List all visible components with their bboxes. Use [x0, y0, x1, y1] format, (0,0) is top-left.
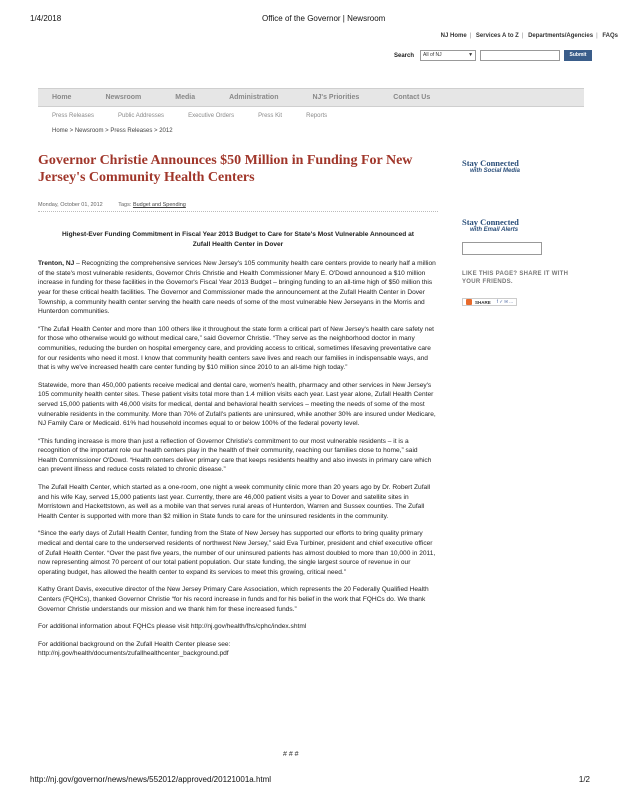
paragraph: “This funding increase is more than just a reflection of Governor Christie's commitment to our most vulnerable residents – it is a recognition of the important role our health centers play in the health of their community, reaching our families close to home,” said Health Commissioner O'Dowd. “Health centers deliver primary care that keeps residents healthy and also invests in primary care which can prevent illness and reduce costs related to chronic disease.” — [38, 437, 432, 474]
paragraph: The Zufall Health Center, which started as a one-room, one night a week community clinic more than 20 years ago by Dr. Robert Zufall and his wife Kay, served 15,000 patients last year. Currently, there are 46,000 patient visits a year to Dover and satellite sites in Morristown and Hackettstown, as well as a mobile van that serves rural areas of Hunterdon, Warren and Sussex counties. The Zufall Health Center is supported with more than $2 million in State funds to care for the uninsured residents in the community. — [38, 484, 431, 520]
separator: | — [596, 33, 598, 39]
end-marker: # # # — [283, 751, 299, 758]
search-scope-select[interactable] — [420, 50, 476, 61]
search-input[interactable] — [480, 50, 560, 61]
share-prompt: LIKE THIS PAGE? SHARE IT WITH YOUR FRIENDS. — [462, 271, 569, 285]
paragraph — [38, 640, 438, 659]
subnav-press-kit[interactable]: Press Kit — [258, 113, 283, 119]
paragraph: “The Zufall Health Center and more than 100 others like it throughout the state form a critical part of New Jersey's health care safety net for those who otherwise would go without medical care,” said Governor Christie. “They serve as the neighborhood doctor in many communities, reducing the burden on hospital emergency care, and providing access to critical, sometimes lifesaving preventative care for our residents who need it most. I know that community health centers save lives and reach our families in indispensable ways, and that is why we've increased health care center funding by $10 million since 2010 to an all-time high today.” — [38, 325, 434, 372]
nav-newsroom[interactable]: Newsroom — [105, 94, 142, 101]
chevron-down-icon: ▼ — [468, 52, 474, 58]
search-scope-value: All of NJ — [423, 52, 442, 58]
social-media-link[interactable]: with Social Media — [470, 168, 521, 174]
print-url: http://nj.gov/governor/news/news/552012/approved/20121001a.html — [30, 775, 272, 784]
stay-connected-social-title: Stay Connected — [462, 158, 519, 168]
top-links — [441, 33, 618, 39]
nav-contact[interactable]: Contact Us — [393, 94, 431, 101]
print-page-title: Office of the Governor | Newsroom — [262, 14, 386, 23]
dateline: Trenton, NJ — [38, 260, 75, 268]
social-icons: f ✓ ✉ ... — [496, 299, 514, 304]
print-date: 1/4/2018 — [30, 14, 62, 23]
paragraph: “Since the early days of Zufall Health Center, funding from the State of New Jersey has supported our efforts to bring quality primary medical and dental care to the underserved residents of northwest New Jersey,” said Eva Turbiner, president and chief executive officer of Zufall Health Center. “Over the past five years, the number of our uninsured patients has almost doubled to more than 10,000 in 2011, now representing almost 70 percent of our total patient population. Our state funding, the single largest source of revenue in our operating budget, has allowed the health center to expand its services to meet this growing, critical need.” — [38, 530, 436, 576]
article-meta — [38, 202, 438, 212]
top-link-nj-home[interactable]: NJ Home — [440, 33, 467, 39]
nav-home[interactable]: Home — [52, 94, 72, 101]
separator: | — [521, 33, 524, 39]
top-link-services[interactable]: Services A to Z — [475, 33, 519, 39]
paragraph: Statewide, more than 450,000 patients receive medical and dental care, women's health, pharmacy and other services in New Jersey's 105 community health center sites. These patient visits total more than 1.4 million visits each year. Last year alone, Zufall Health Center served 15,000 patients with 46,000 visits for medical, dental and behavioral health services – meeting the needs of some of the most vulnerable residents in the community. More than 70% of Zufall's patients are uninsured, while another 30% are insured under Medicare, NJ Family Care or Medicaid. 61% had household incomes equal to or below 100% of the federal poverty level. — [38, 381, 436, 428]
paragraph — [38, 259, 438, 317]
breadcrumb[interactable]: Home > Newsroom > Press Releases > 2012 — [52, 128, 173, 134]
search-label: Search — [394, 52, 415, 59]
search-bar — [394, 50, 592, 61]
paragraph: For additional information about FQHCs please visit http://nj.gov/health/fhs/cphc/index.shtml — [38, 623, 307, 631]
tag-link[interactable]: Budget and Spending — [132, 202, 186, 208]
share-label: SHARE — [475, 299, 491, 305]
nav-administration[interactable]: Administration — [229, 94, 279, 101]
tags-label: Tags: — [118, 202, 132, 208]
stay-connected-email-title: Stay Connected — [462, 217, 519, 227]
separator: | — [469, 33, 472, 39]
print-page-number: 1/2 — [578, 775, 590, 784]
search-submit-button[interactable]: Submit — [564, 50, 592, 61]
background-link[interactable]: http://nj.gov/health/documents/zufallhealthcenter_background.pdf — [38, 650, 229, 658]
top-link-departments[interactable]: Departments/Agencies — [528, 33, 594, 39]
main-nav — [38, 88, 584, 107]
email-field[interactable] — [462, 242, 542, 255]
page-title: Governor Christie Announces $50 Million in Funding For New Jersey's Community Health Centers — [38, 153, 413, 185]
email-alerts-link[interactable]: with Email Alerts — [470, 227, 519, 233]
paragraph-text: For additional background on the Zufall Health Center please see: — [38, 640, 231, 648]
subnav-press-releases[interactable]: Press Releases — [52, 113, 95, 119]
nav-media[interactable]: Media — [175, 94, 196, 101]
top-link-faqs[interactable]: FAQs — [602, 33, 618, 39]
share-button[interactable] — [462, 298, 517, 306]
article-date: Monday, October 01, 2012 — [38, 202, 103, 208]
subnav-public-addresses[interactable]: Public Addresses — [118, 113, 165, 119]
share-icon — [466, 299, 472, 305]
subnav-reports[interactable]: Reports — [306, 113, 328, 119]
paragraph-text: – Recognizing the comprehensive services New Jersey's 105 community health care centers provide to nearly half a million of the state's most vulnerable residents, Governor Chris Christie and Health Commissioner Mary E. O'Dowd announced a $10 million increase in funding for these facilities in the Governor's Fiscal Year 2013 Budget – bringing funding to an all-time high of $50 million this year for these critical health facilities. The Governor and Commissioner made the announcement at the Zufall Health Center in Dover Township, a community health center serving the health care needs of some of the most vulnerable New Jerseyans in the Morris and Hunterdon communities. — [38, 260, 436, 316]
subnav-executive-orders[interactable]: Executive Orders — [188, 113, 235, 119]
paragraph: Kathy Grant Davis, executive director of the New Jersey Primary Care Association, which represents the 20 Federally Qualified Health Centers (FQHCs), thanked Governor Christie “for his record increase in funds and for his belief in the work that FQHCs do. We thank Governor Christie understands our mission and we thank him for these increased funds.” — [38, 586, 429, 613]
sub-nav — [52, 113, 351, 119]
article-body — [38, 230, 438, 667]
article-subhead: Highest-Ever Funding Commitment in Fiscal Year 2013 Budget to Care for State's Most Vulnerable Announced at Zufall Health Center in Dover — [62, 231, 414, 248]
nav-priorities[interactable]: NJ's Priorities — [312, 94, 360, 101]
